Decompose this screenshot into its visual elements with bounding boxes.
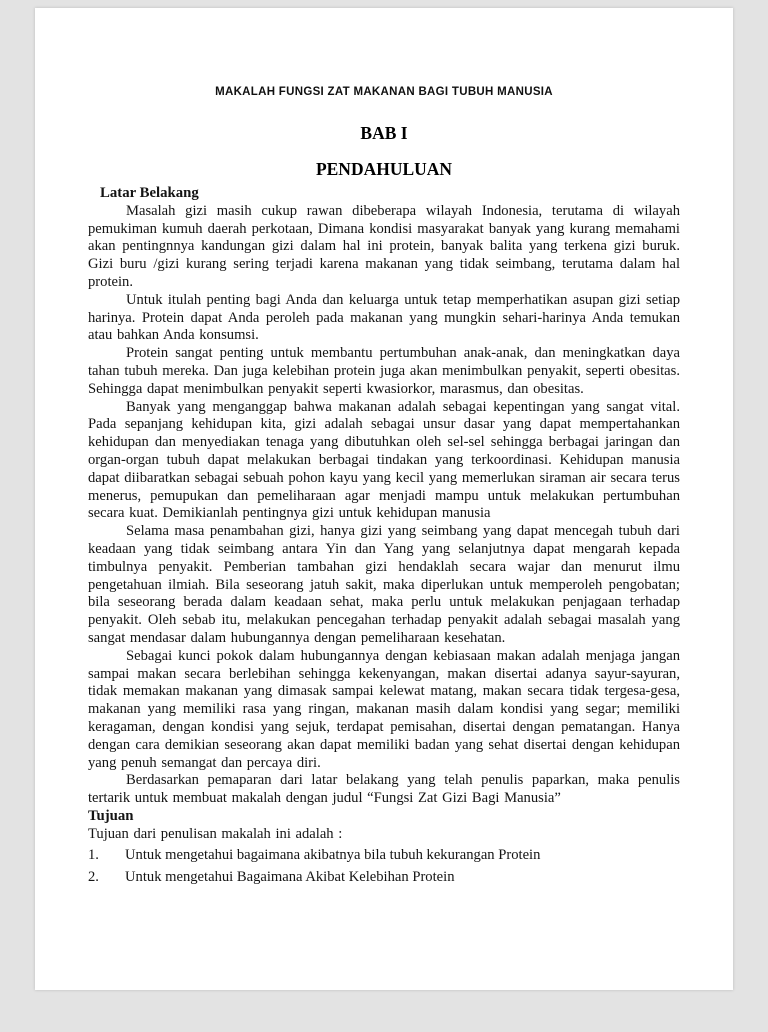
list-item-text: Untuk mengetahui Bagaimana Akibat Kelebihan Protein — [125, 869, 455, 886]
paragraph-4: Banyak yang menganggap bahwa makanan adalah sebagai kepentingan yang sangat vital. Pada sepanjang kehidupan kita, gizi adalah sebagai unsur dasar yang dapat mempertahankan kehidupan dan menyediakan tenaga yang dibutuhkan oleh sel-sel sehingga berbagai jaringan dan organ-organ tubuh dapat melakukan berbagai tindakan yang terkoordinasi. Kehidupan manusia dapat diibaratkan sebagai sebuah pohon kayu yang kecil yang memerlukan siraman air secara terus menerus, pemupukan dan pemeliharaan agar menjadi mampu untuk melakukan pertumbuhan secara kuat. Demikianlah pentingnya gizi untuk kehidupan manusia — [88, 398, 680, 522]
paragraph-1: Masalah gizi masih cukup rawan dibeberapa wilayah Indonesia, terutama di wilayah pemukiman kumuh daerah perkotaan, Dimana kondisi masyarakat banyak yang kurang memahami akan pentingnnya kandungan gizi dalam hal ini protein, banyak balita yang terkena gizi buruk. Gizi buru /gizi kurang sering terjadi karena makanan yang tidak seimbang, terutama dalam hal protein. — [88, 202, 680, 290]
chapter-heading: BAB I — [360, 123, 408, 143]
tujuan-section — [88, 826, 680, 844]
body-text — [88, 203, 680, 808]
list-item-number: 1. — [88, 847, 99, 864]
paragraph-2: Untuk itulah penting bagi Anda dan keluarga untuk tetap memperhatikan asupan gizi setiap harinya. Protein dapat Anda peroleh pada makanan yang mungkin sehari-harinya Anda temukan atau bahkan Anda konsumsi. — [88, 291, 680, 344]
list-item-text: Untuk mengetahui bagaimana akibatnya bila tubuh kekurangan Protein — [125, 847, 541, 864]
paragraph-7: Berdasarkan pemaparan dari latar belakang yang telah penulis paparkan, maka penulis tertarik untuk membuat makalah dengan judul “Fungsi Zat Gizi Bagi Manusia” — [88, 772, 680, 807]
section-heading-tujuan: Tujuan — [88, 807, 134, 824]
tujuan-intro: Tujuan dari penulisan makalah ini adalah : — [88, 825, 343, 842]
paragraph-6: Sebagai kunci pokok dalam hubungannya dengan kebiasaan makan adalah menjaga jangan sampai makan secara berlebihan sehingga kekenyangan, makan disertai adanya sayur-sayuran, tidak memakan makanan yang dimasak sampai kelewat matang, makan secara tidak tergesa-gesa, makanan yang memiliki rasa yang ringan, makanan masih dalam kondisi yang segar; memiliki keragaman, dengan kondisi yang sejuk, terdapat pemisahan, disertai dengan pematangan. Hanya dengan cara demikian seseorang akan dapat memiliki badan yang sehat disertai dengan kehidupan yang penuh semangat dan percaya diri. — [88, 647, 680, 771]
list-item-2 — [88, 869, 680, 887]
paragraph-5: Selama masa penambahan gizi, hanya gizi yang seimbang yang dapat mencegah tubuh dari keadaan yang tidak seimbang antara Yin dan Yang yang selanjutnya dapat mengarah kepada timbulnya penyakit. Pemberian tambahan gizi hendaklah secara wajar dan menurut ilmu pengetahuan ilmiah. Bila seseorang jatuh sakit, maka diperlukan untuk memperoleh pengobatan; bila seseorang berada dalam keadaan sehat, maka perlu untuk melakukan penjagaan terhadap penyakit. Oleh sebab itu, melakukan pencegahan terhadap penyakit adalah sebagai masalah yang sangat mendasar dalam hubungannya dengan pemeliharaan kesehatan. — [88, 523, 680, 646]
list-item-number: 2. — [88, 869, 99, 886]
section-heading-latar-belakang: Latar Belakang — [100, 185, 199, 201]
list-item-1 — [88, 847, 680, 865]
document-page — [35, 8, 733, 990]
paragraph-3: Protein sangat penting untuk membantu pertumbuhan anak-anak, dan meningkatkan daya tahan tubuh mereka. Dan juga kelebihan protein juga akan menimbulkan penyakit, seperti obesitas. Sehingga dapat menimbulkan penyakit seperti kwasiorkor, marasmus, dan obesitas. — [88, 345, 680, 397]
chapter-title: PENDAHULUAN — [315, 159, 453, 179]
document-viewer — [0, 8, 768, 990]
document-header-title: MAKALAH FUNGSI ZAT MAKANAN BAGI TUBUH MANUSIA — [215, 86, 553, 98]
